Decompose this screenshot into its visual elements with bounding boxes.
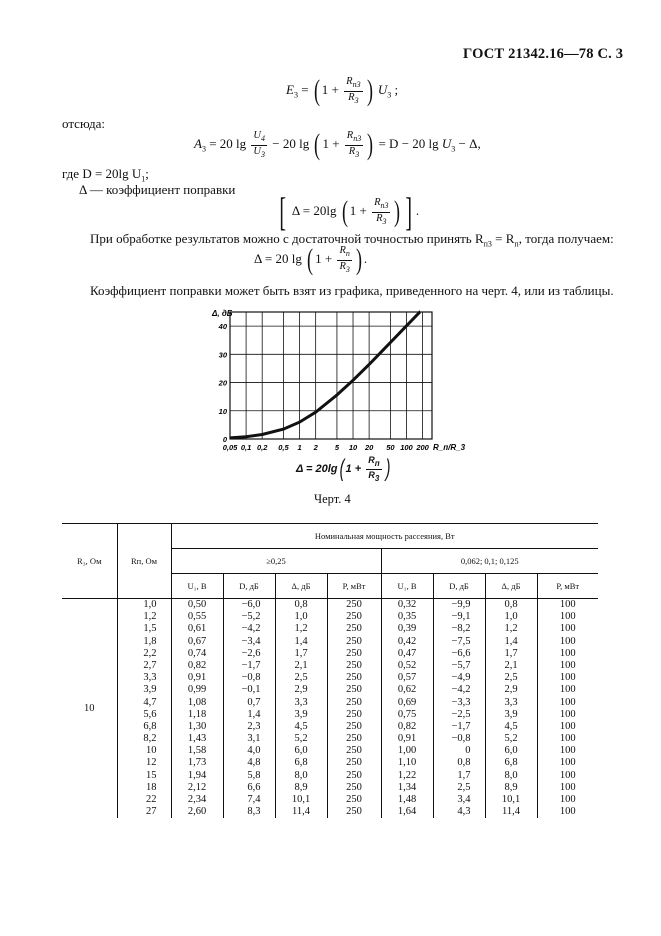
table-cell: 250 (346, 696, 362, 708)
table-cell: 2,60 (187, 806, 207, 818)
table-cell: 4,0 (247, 745, 261, 757)
table-cell: 1,18 (187, 708, 207, 720)
table-cell: 10,1 (291, 794, 311, 805)
table-cell: 0,99 (187, 684, 207, 696)
table-cell: 2,5 (294, 672, 308, 684)
table-cell: 0,8 (457, 757, 471, 769)
header-delta-b: Δ, дБ (485, 574, 537, 599)
table-cell: 2,1 (294, 659, 308, 671)
x-tick-label: 50 (386, 443, 395, 452)
page-header: ГОСТ 21342.16—78 С. 3 (463, 46, 624, 62)
header-sub-a: ≥0,25 (171, 549, 381, 574)
table-cell: 100 (559, 647, 576, 659)
table-cell: 3,3 (504, 696, 518, 708)
y-tick-label: 30 (218, 350, 227, 360)
formula-delta-final: Δ = 20 lg ( 1 + $\frac{R_п}{R_3}$ ) . (254, 243, 368, 276)
table-cell: 2,1 (504, 659, 518, 671)
table-cell: 100 (559, 611, 576, 623)
table-cell: 0,62 (397, 684, 417, 696)
table-cell: 2,34 (187, 794, 207, 805)
table-cell: 0,32 (397, 599, 417, 610)
table-cell: 100 (559, 769, 576, 781)
table-cell: 250 (346, 720, 362, 732)
table-cell: 5,8 (247, 769, 261, 781)
table-cell: 100 (559, 781, 576, 793)
table-cell: 250 (346, 806, 362, 818)
header-u1-b: U₁, В (381, 574, 433, 599)
text-para1: При обработке результатов можно с достаточной точностью принять $R_{п3} = R_п$, тогда получаем: (90, 231, 614, 249)
table-cell: −8,2 (451, 623, 471, 635)
table-cell: 2,2 (143, 647, 157, 659)
table-cell: 100 (559, 720, 576, 732)
table-cell: 250 (346, 635, 362, 647)
col-rn (117, 599, 171, 819)
table-cell: −5,7 (451, 659, 471, 671)
table-cell: 8,9 (504, 781, 518, 793)
table-cell: 100 (559, 708, 576, 720)
table-cell: −4,2 (451, 684, 471, 696)
header-p-b: P, мВт (537, 574, 598, 599)
table-cell: 0,57 (397, 672, 417, 684)
table-cell: 1,58 (187, 745, 207, 757)
col-u1-b (381, 599, 433, 819)
table-cell: −4,9 (451, 672, 471, 684)
table-cell: 4,7 (143, 696, 157, 708)
table-cell: −0,8 (451, 733, 471, 745)
table-cell: 18 (146, 781, 157, 793)
formula-a3: $A_3 = 20$ lg $\frac{U_4}{U_3}$ − 20 lg ( 1 + $\frac{R_{п3}}{R_3}$ ) = D − 20 $\lg U_3 - \Delta$, (194, 128, 481, 161)
chart-formula-label: Δ = 20lg( 1 + $\frac{R_п}{R_3}$ ) (296, 455, 390, 483)
table-cell: 1,94 (187, 769, 207, 781)
table-cell: 250 (346, 611, 362, 623)
table-cell: 2,5 (457, 781, 471, 793)
table-cell: 6,8 (504, 757, 518, 769)
table-cell: 250 (346, 672, 362, 684)
table-cell: −7,5 (451, 635, 471, 647)
text-gde: где D = 20lg $U_1$; (62, 166, 149, 184)
y-tick-label: 40 (218, 322, 227, 332)
table-cell: 0,82 (397, 720, 417, 732)
table-cell: 100 (559, 745, 576, 757)
table-cell: 1,4 (504, 635, 518, 647)
table-cell: 1,10 (397, 757, 417, 769)
table-cell: 250 (346, 708, 362, 720)
table-cell: 0,7 (247, 696, 261, 708)
table-cell: 250 (346, 757, 362, 769)
table-cell: −1,7 (451, 720, 471, 732)
figure-caption: Черт. 4 (314, 492, 351, 506)
table-cell: 0,69 (397, 696, 417, 708)
table-cell: 0,67 (187, 635, 207, 647)
text-para2: Коэффициент поправки может быть взят из графика, приведенного на черт. 4, или из таблицы. (90, 283, 614, 298)
table-cell: 1,2 (143, 611, 157, 623)
series-line (230, 312, 420, 438)
table-cell: 0,55 (187, 611, 207, 623)
table-cell: −2,5 (451, 708, 471, 720)
header-sub-b: 0,062; 0,1; 0,125 (381, 549, 598, 574)
table-cell: −9,1 (451, 611, 471, 623)
table-cell: 0,8 (504, 599, 518, 610)
table-cell: 1,8 (143, 635, 157, 647)
table-cell: 100 (559, 733, 576, 745)
table-cell: 5,2 (504, 733, 518, 745)
table-cell: 2,9 (504, 684, 518, 696)
x-tick-label: 10 (348, 443, 358, 452)
table-cell: 0,52 (397, 659, 417, 671)
table-cell: 11,4 (502, 806, 520, 818)
table-cell: 6,0 (504, 745, 518, 757)
table-cell: 0,35 (397, 611, 417, 623)
table-cell: 250 (346, 794, 362, 805)
cell-r3: 10 (84, 702, 95, 714)
x-tick-label: 200 (416, 443, 429, 452)
table-cell: 2,3 (247, 720, 261, 732)
chart-ticks (218, 322, 430, 452)
table-cell: 0 (465, 745, 471, 757)
table-cell: 100 (559, 659, 576, 671)
table-cell: 0,75 (397, 708, 417, 720)
table-cell: 250 (346, 623, 362, 635)
table-cell: 12 (146, 757, 157, 769)
table-cell: 1,0 (294, 611, 308, 623)
y-axis-label: Δ, дБ (212, 309, 233, 318)
table-cell: 5,2 (294, 733, 308, 745)
data-table (62, 523, 598, 818)
table-cell: 1,0 (504, 611, 518, 623)
table-cell: 1,30 (187, 720, 207, 732)
table-cell: 0,61 (187, 623, 207, 635)
x-tick-label: 0,5 (278, 443, 289, 452)
table-cell: 100 (559, 599, 576, 610)
table-cell: 250 (346, 745, 362, 757)
x-tick-label: 0,1 (240, 443, 252, 452)
text-delta-def: Δ — коэффициент поправки (79, 182, 236, 197)
col-delta-b (485, 599, 537, 819)
table-cell: 0,74 (187, 647, 207, 659)
table-cell: 250 (346, 733, 362, 745)
table-cell: 10 (146, 745, 157, 757)
table-cell: 250 (346, 769, 362, 781)
x-tick-label: 0,05 (222, 443, 238, 452)
table-cell: 250 (346, 781, 362, 793)
table-cell: 250 (346, 599, 362, 610)
col-p-a (327, 599, 381, 819)
table-cell: 0,82 (187, 659, 207, 671)
table-cell: 1,2 (504, 623, 518, 635)
col-delta-a (275, 599, 327, 819)
table-cell: 1,43 (187, 733, 207, 745)
table-cell: 100 (559, 794, 576, 805)
table-cell: 1,2 (294, 623, 308, 635)
col-d-b (433, 599, 485, 819)
table-cell: −5,2 (241, 611, 261, 623)
table-cell: −1,7 (241, 659, 261, 671)
table-cell: 8,3 (247, 806, 261, 818)
table-cell: 1,08 (187, 696, 207, 708)
header-u1-a: U₁, В (171, 574, 223, 599)
table-cell: 1,7 (504, 647, 518, 659)
table-cell: 8,0 (294, 769, 308, 781)
header-rn: Rп, Ом (117, 524, 171, 599)
table-cell: 100 (559, 757, 576, 769)
y-tick-label: 0 (222, 435, 227, 444)
table-cell: 8,2 (143, 733, 157, 745)
table-cell: 4,8 (247, 757, 261, 769)
table-cell: 2,7 (143, 659, 157, 671)
table-cell: 0,91 (187, 672, 207, 684)
x-tick-label: 1 (297, 443, 302, 452)
table-cell: 15 (146, 769, 157, 781)
x-tick-label: 5 (334, 443, 340, 452)
table-cell: 1,7 (294, 647, 308, 659)
table-cell: 22 (146, 794, 157, 805)
table-cell: −3,4 (241, 635, 261, 647)
x-tick-label: 100 (400, 443, 413, 452)
table-cell: 100 (559, 672, 576, 684)
table-cell: 6,8 (294, 757, 308, 769)
table-cell: −6,0 (241, 599, 261, 610)
table-cell: 100 (559, 684, 576, 696)
table-cell: 1,73 (187, 757, 207, 769)
table-cell: 1,22 (397, 769, 417, 781)
table-cell: 8,0 (504, 769, 518, 781)
table-cell: 100 (559, 696, 576, 708)
table-cell: 100 (559, 806, 576, 818)
table-cell: 250 (346, 659, 362, 671)
formula-e3: $E_3$ = ( 1 + $\frac{R_{п3}}{R_3}$ ) $U_3$ ; (286, 74, 399, 107)
col-u1-a (171, 599, 223, 819)
table-cell: 250 (346, 647, 362, 659)
table-cell: 4,5 (294, 720, 308, 732)
table-cell: 2,9 (294, 684, 308, 696)
table-cell: 1,7 (457, 769, 471, 781)
x-tick-label: 20 (364, 443, 374, 452)
table-cell: 0,8 (294, 599, 308, 610)
table-cell: 1,00 (397, 745, 417, 757)
table-cell: −2,6 (241, 647, 261, 659)
table-cell: 0,39 (397, 623, 417, 635)
table-cell: 8,9 (294, 781, 308, 793)
table-cell: 0,42 (397, 635, 417, 647)
table-cell: 2,12 (187, 781, 207, 793)
table-cell: 6,6 (247, 781, 261, 793)
col-d-a (223, 599, 275, 819)
table-cell: 3,9 (504, 708, 518, 720)
header-group: Номинальная мощность рассеяния, Вт (171, 524, 598, 549)
x-tick-label: 2 (313, 443, 318, 452)
table-cell: 5,6 (143, 708, 157, 720)
table-cell: 1,48 (397, 794, 417, 805)
table-cell: −6,6 (451, 647, 471, 659)
table-cell: 1,5 (143, 623, 157, 635)
y-tick-label: 10 (218, 406, 227, 416)
header-p-a: P, мВт (327, 574, 381, 599)
table-cell: 4,3 (457, 806, 471, 818)
table-cell: 1,64 (397, 806, 417, 818)
table-cell: 3,9 (294, 708, 308, 720)
table-cell: 100 (559, 623, 576, 635)
table-cell: 6,0 (294, 745, 308, 757)
table-cell: 11,4 (292, 806, 310, 818)
table-cell: 1,34 (397, 781, 417, 793)
x-axis-label: R_п/R_3 (433, 443, 466, 452)
table-cell: −0,1 (241, 684, 261, 696)
table-cell: −3,3 (451, 696, 471, 708)
table-cell: −9,9 (451, 599, 471, 610)
table-cell: 3,3 (143, 672, 157, 684)
table-cell: 100 (559, 635, 576, 647)
header-d-a: D, дБ (223, 574, 275, 599)
table-cell: 1,0 (143, 599, 157, 610)
table-cell: 4,5 (504, 720, 518, 732)
text-otsyuda: отсюда: (62, 116, 105, 131)
table-cell: −0,8 (241, 672, 261, 684)
table-cell: 0,50 (187, 599, 207, 610)
y-tick-label: 20 (218, 378, 227, 388)
table-cell: 7,4 (247, 794, 261, 805)
table-cell: 1,4 (294, 635, 308, 647)
table-cell: −4,2 (241, 623, 261, 635)
table-cell: 27 (146, 806, 157, 818)
table-cell: 1,4 (247, 708, 261, 720)
table-cell: 2,5 (504, 672, 518, 684)
header-delta-a: Δ, дБ (275, 574, 327, 599)
table-cell: 0,91 (397, 733, 417, 745)
table-cell: 10,1 (501, 794, 521, 805)
table-cell: 6,8 (143, 720, 157, 732)
formula-delta-bracket: [ Δ = 20lg ( 1 + $\frac{R_{п3}}{R_3}$ ) ] . (279, 189, 420, 234)
table-cell: 3,4 (457, 794, 471, 805)
table-cell: 0,47 (397, 647, 417, 659)
header-r3: R₃, Ом (62, 524, 117, 599)
col-p-b (537, 599, 598, 819)
table-cell: 250 (346, 684, 362, 696)
x-tick-label: 0,2 (256, 443, 268, 452)
header-d-b: D, дБ (433, 574, 485, 599)
table-cell: 3,9 (143, 684, 157, 696)
table-cell: 3,1 (247, 733, 261, 745)
table-cell: 3,3 (294, 696, 308, 708)
